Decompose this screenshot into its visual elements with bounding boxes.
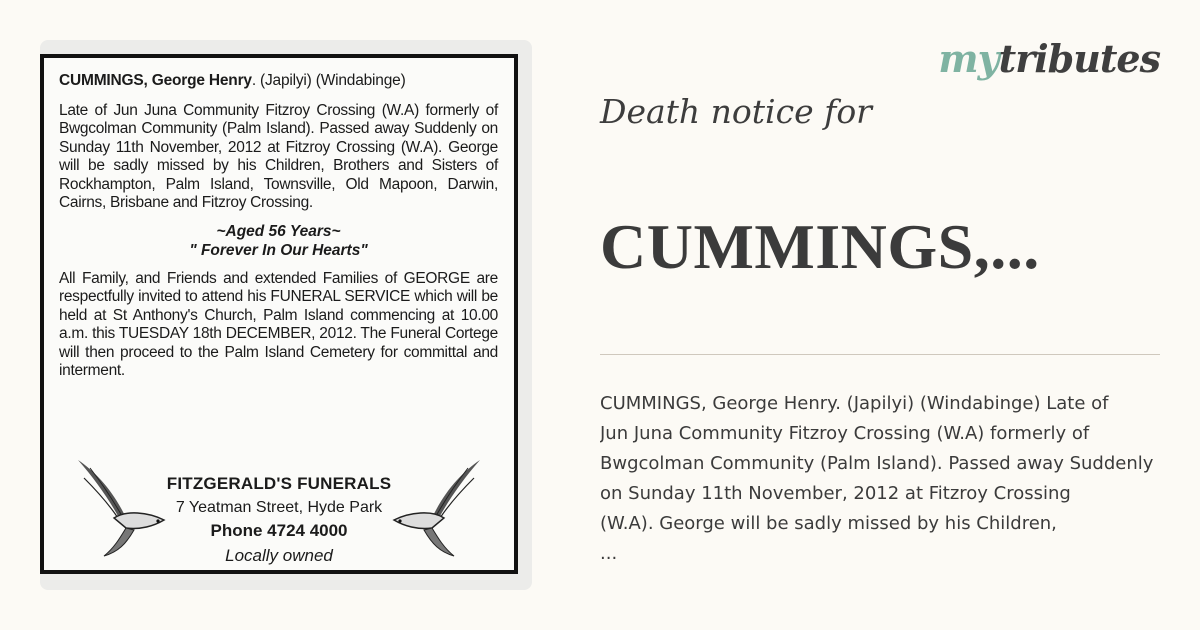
- notice-heading-aliases: . (Japilyi) (Windabinge): [251, 72, 406, 89]
- notice-heading-name: CUMMINGS, George Henry: [59, 72, 252, 89]
- notice-age-block: [59, 222, 498, 260]
- notice-excerpt: [600, 389, 1200, 579]
- page-subtitle: Death notice for: [600, 92, 872, 131]
- excerpt-line: CUMMINGS, George Henry. (Japilyi) (Windabinge) Late of: [600, 393, 1109, 414]
- mytributes-logo[interactable]: [938, 36, 1160, 81]
- excerpt-line: (W.A). George will be sadly missed by his Children,: [600, 513, 1057, 534]
- excerpt-line: Bwgcolman Community (Palm Island). Passed away Suddenly: [600, 453, 1154, 474]
- funeral-director-details: [44, 472, 514, 569]
- funeral-director-tagline: Locally owned: [225, 546, 333, 565]
- deceased-name: CUMMINGS,...: [600, 211, 1040, 282]
- notice-image: [40, 40, 532, 590]
- excerpt-ellipsis: ...: [600, 543, 618, 564]
- funeral-director-phone: Phone 4724 4000: [210, 521, 348, 540]
- excerpt-line: Jun Juna Community Fitzroy Crossing (W.A) formerly of: [600, 423, 1090, 444]
- funeral-director-name: FITZGERALD'S FUNERALS: [166, 474, 392, 493]
- notice-paragraph-1: Late of Jun Juna Community Fitzroy Crossing (W.A) formerly of Bwgcolman Community (Palm Island). Passed away Suddenly on Sunday 11th November, 2012 at Fitzroy Crossing (W.A). George will be sadly missed by his Children, Brothers and Sisters of Rockhampton, Palm Island, Townsville, Old Mapoon, Darwin, Cairns, Brisbane and Fitzroy Crossing.: [59, 101, 498, 211]
- logo-tributes: tributes: [998, 36, 1160, 81]
- excerpt-line: on Sunday 11th November, 2012 at Fitzroy Crossing: [600, 483, 1071, 504]
- notice-heading: [59, 72, 498, 91]
- death-notice-clipping: [40, 54, 518, 574]
- funeral-director-block: [44, 458, 514, 570]
- logo-my: my: [938, 36, 999, 81]
- divider: [600, 354, 1160, 355]
- notice-forever: " Forever In Our Hearts": [189, 241, 368, 259]
- notice-paragraph-2: All Family, and Friends and extended Families of GEORGE are respectfully invited to attend his FUNERAL SERVICE which will be held at St Anthony's Church, Palm Island commencing at 10.00 a.m. this TUESDAY 18th DECEMBER, 2012. The Funeral Cortege will then proceed to the Palm Island Cemetery for committal and interment.: [59, 269, 498, 379]
- notice-aged: ~Aged 56 Years~: [216, 222, 341, 240]
- funeral-director-address: 7 Yeatman Street, Hyde Park: [175, 499, 383, 516]
